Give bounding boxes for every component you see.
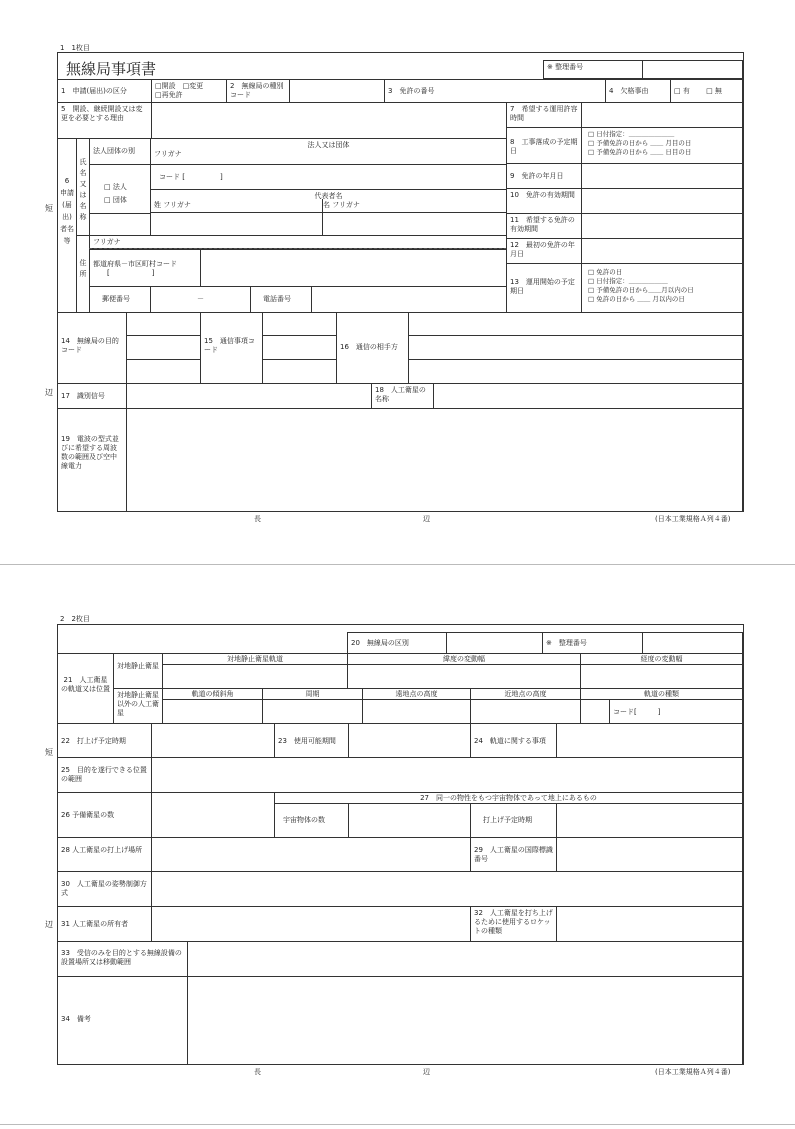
field-16-value-2[interactable]	[408, 335, 743, 360]
mei-label: 名 フリガナ	[323, 201, 360, 209]
field-29-value[interactable]	[556, 837, 743, 872]
lon-range-label: 経度の変動幅	[580, 653, 743, 665]
apogee-value[interactable]	[362, 699, 471, 724]
field-15-label: 15 通信事項コード	[200, 312, 263, 384]
denwa-label: 電話番号	[250, 286, 312, 313]
geo-orbit-label: 対地静止衛星軌道	[162, 653, 348, 665]
jis-note-1: (日本工業規格Ａ列４番)	[655, 515, 731, 523]
field-26-value[interactable]	[151, 792, 275, 838]
orbit-type-value[interactable]	[580, 699, 610, 724]
launch-time-value[interactable]	[556, 803, 743, 838]
f4-yes[interactable]: □ 有	[674, 87, 690, 95]
field-27-label: 27 同一の物性をもつ宇宙物体であって地上にあるもの	[274, 792, 743, 804]
hojin-check[interactable]: □ 法人	[104, 183, 127, 191]
field-19-value[interactable]	[126, 408, 743, 512]
dantai-check[interactable]: □ 団体	[104, 196, 127, 204]
field-8-options[interactable]	[581, 127, 743, 164]
f1-opt1[interactable]: □開設 □変更	[155, 82, 204, 90]
apogee-label: 遠地点の高度	[362, 688, 471, 700]
seiri-value-2[interactable]	[642, 632, 743, 654]
sei-label: 姓 フリガナ	[154, 201, 191, 209]
field-34-value[interactable]	[187, 976, 743, 1065]
seiri-label: ※ 整理番号	[543, 60, 643, 79]
bottom-edge-1: 辺	[423, 515, 430, 523]
f8-opt2[interactable]: □ 予備免許の日から ＿＿ 月目の日	[588, 139, 692, 147]
field-30-label: 30 人工衛星の姿勢制御方式	[57, 871, 152, 907]
address-value[interactable]	[200, 249, 507, 287]
field-24-value[interactable]	[556, 723, 743, 758]
code-cell[interactable]: コード [ ]	[150, 164, 507, 190]
orbit-type-label: 軌道の種類	[580, 688, 743, 700]
period-value[interactable]	[262, 699, 363, 724]
furigana-1: フリガナ	[154, 150, 182, 158]
page-separator-bottom	[0, 1124, 795, 1125]
field-10-value[interactable]	[581, 188, 743, 214]
f4-no[interactable]: □ 無	[706, 87, 722, 95]
field-1-label: 1 申請(届出)の区分	[57, 79, 152, 103]
field-12-label: 12 最初の免許の年月日	[506, 238, 582, 264]
field-5-label: 5 開設、継続開設又は変更を必要とする理由	[57, 102, 152, 139]
field-14-value-1[interactable]	[126, 312, 201, 336]
period-label: 周期	[262, 688, 363, 700]
field-20-value[interactable]	[446, 632, 543, 654]
field-24-label: 24 軌道に関する事項	[470, 723, 557, 758]
field-25-value[interactable]	[151, 757, 743, 793]
side-short-1: 短	[45, 204, 53, 213]
furigana-address: フリガナ	[89, 235, 507, 249]
field-34-label: 34 備考	[57, 976, 188, 1065]
lat-range-value[interactable]	[347, 664, 581, 689]
field-7-value[interactable]	[581, 102, 743, 128]
space-count-label: 宇宙物体の数	[274, 803, 349, 838]
field-2-label: 2 無線局の種別コード	[226, 79, 290, 103]
geo-label: 対地静止衛星	[113, 653, 163, 689]
side-short-2: 短	[45, 748, 53, 757]
field-13-label: 13 運用開始の予定期日	[506, 263, 582, 313]
side-edge-1: 辺	[45, 388, 53, 397]
bottom-long-1: 長	[254, 515, 261, 523]
field-30-value[interactable]	[151, 871, 743, 907]
todofuken-label: 都道府県－市区町村コード	[93, 260, 177, 268]
field-14-value-3[interactable]	[126, 359, 201, 384]
space-count-value[interactable]	[348, 803, 471, 838]
geo-orbit-value[interactable]	[162, 664, 348, 689]
f8-opt3[interactable]: □ 予備免許の日から ＿＿ 日目の日	[588, 148, 692, 156]
field-18-value[interactable]	[433, 383, 743, 409]
page-label-1: 1 1枚目	[60, 44, 90, 52]
field-26-label: 26 予備衛星の数	[57, 792, 152, 838]
denwa-value[interactable]	[311, 286, 507, 313]
hojin-dantai-select[interactable]	[89, 164, 151, 214]
field-22-label: 22 打上げ予定時期	[57, 723, 152, 758]
field-17-value[interactable]	[126, 383, 372, 409]
field-4-label: 4 欠格事由	[605, 79, 671, 103]
field-28-value[interactable]	[151, 837, 471, 872]
field-18-label: 18 人工衛星の名称	[371, 383, 434, 409]
field-22-value[interactable]	[151, 723, 275, 758]
field-7-label: 7 希望する運用許容時間	[506, 102, 582, 128]
hojin-dantai-label: 法人又は団体	[307, 141, 350, 149]
field-6-label: 6 申請(届出)者名等	[57, 138, 77, 313]
field-2-value[interactable]	[289, 79, 385, 103]
field-14-value-2[interactable]	[126, 335, 201, 360]
field-13-options[interactable]	[581, 263, 743, 313]
todofuken-cell[interactable]	[89, 249, 201, 287]
lon-range-value[interactable]	[580, 664, 743, 689]
field-25-label: 25 目的を遂行できる位置の範囲	[57, 757, 152, 793]
perigee-value[interactable]	[470, 699, 581, 724]
daihyosha-label: 代表者名	[314, 192, 343, 200]
f8-opt1[interactable]: □ 日付指定：＿＿＿＿＿＿＿	[588, 130, 675, 138]
lat-range-label: 緯度の変動幅	[347, 653, 581, 665]
field-28-label: 28 人工衛星の打上げ場所	[57, 837, 152, 872]
seiri-value[interactable]	[642, 60, 743, 79]
hojin-dantai-cell[interactable]	[150, 138, 507, 165]
field-15-value-3[interactable]	[262, 359, 337, 384]
page-separator	[0, 564, 795, 565]
f1-opt2[interactable]: □再免許	[155, 91, 183, 99]
field-1-options[interactable]	[151, 79, 227, 103]
field-17-label: 17 識別信号	[57, 383, 127, 409]
field-10-label: 10 免許の有効期間	[506, 188, 582, 214]
field-8-label: 8 工事落成の予定期日	[506, 127, 582, 164]
address-label: 住所	[76, 235, 90, 313]
field-23-label: 23 使用可能期間	[274, 723, 349, 758]
field-19-label: 19 電波の型式並びに希望する周波数の範囲及び空中線電力	[57, 408, 127, 512]
yubin-label: 郵便番号	[89, 286, 151, 313]
field-29-label: 29 人工衛星の国際標識番号	[470, 837, 557, 872]
perigee-label: 近地点の高度	[470, 688, 581, 700]
field-11-value[interactable]	[581, 213, 743, 239]
f13-opt2[interactable]: □ 日付指定：＿＿＿＿＿＿	[588, 277, 668, 285]
orbit-code[interactable]: コード[ ]	[609, 699, 743, 724]
field-4-options[interactable]	[670, 79, 743, 103]
f13-opt3[interactable]: □ 予備免許の日から＿＿月以内の日	[588, 286, 694, 294]
field-3-label: 3 免許の番号	[384, 79, 606, 103]
todofuken-bracket: [ ]	[107, 269, 155, 277]
field-16-value-1[interactable]	[408, 312, 743, 336]
field-14-label: 14 無線局の目的コード	[57, 312, 127, 384]
field-15-value-1[interactable]	[262, 312, 337, 336]
field-20-label: 20 無線局の区別	[347, 632, 447, 654]
field-16-value-3[interactable]	[408, 359, 743, 384]
hojin-betsu-label: 法人団体の別	[89, 138, 151, 165]
launch-time-label: 打上げ予定時期	[470, 803, 557, 838]
field-15-value-2[interactable]	[262, 335, 337, 360]
bottom-long-2: 長	[254, 1068, 261, 1076]
field-33-value[interactable]	[187, 941, 743, 977]
field-31-value[interactable]	[151, 906, 471, 942]
seiri-label-2: ※ 整理番号	[542, 632, 643, 654]
field-31-label: 31 人工衛星の所有者	[57, 906, 152, 942]
field-11-label: 11 希望する免許の有効期間	[506, 213, 582, 239]
field-16-label: 16 通信の相手方	[336, 312, 409, 384]
nongeo-label: 対地静止衛星以外の人工衛星	[113, 688, 163, 724]
jis-note-2: (日本工業規格Ａ列４番)	[655, 1068, 731, 1076]
field-32-value[interactable]	[556, 906, 743, 942]
side-edge-2: 辺	[45, 920, 53, 929]
inclination-value[interactable]	[162, 699, 263, 724]
field-5-value[interactable]	[151, 102, 507, 139]
field-32-label: 32 人工衛星を打ち上げるために使用するロケットの種類	[470, 906, 557, 942]
field-33-label: 33 受信のみを目的とする無線設備の設置場所又は移動範囲	[57, 941, 188, 977]
form-title: 無線局事項書	[66, 60, 157, 78]
field-9-value[interactable]	[581, 163, 743, 189]
bottom-edge-2: 辺	[423, 1068, 430, 1076]
field-12-value[interactable]	[581, 238, 743, 264]
field-9-label: 9 免許の年月日	[506, 163, 582, 189]
f13-opt1[interactable]: □ 免許の日	[588, 268, 623, 276]
page-label-2: 2 2枚目	[60, 615, 90, 623]
field-23-value[interactable]	[348, 723, 471, 758]
inclination-label: 軌道の傾斜角	[162, 688, 263, 700]
name-label: 氏名又は名称	[76, 138, 90, 236]
yubin-value[interactable]: －	[150, 286, 251, 313]
f13-opt4[interactable]: □ 免許の日から ＿＿ 月以内の日	[588, 295, 685, 303]
field-21-label: 21 人工衛星の軌道又は位置	[57, 653, 114, 724]
